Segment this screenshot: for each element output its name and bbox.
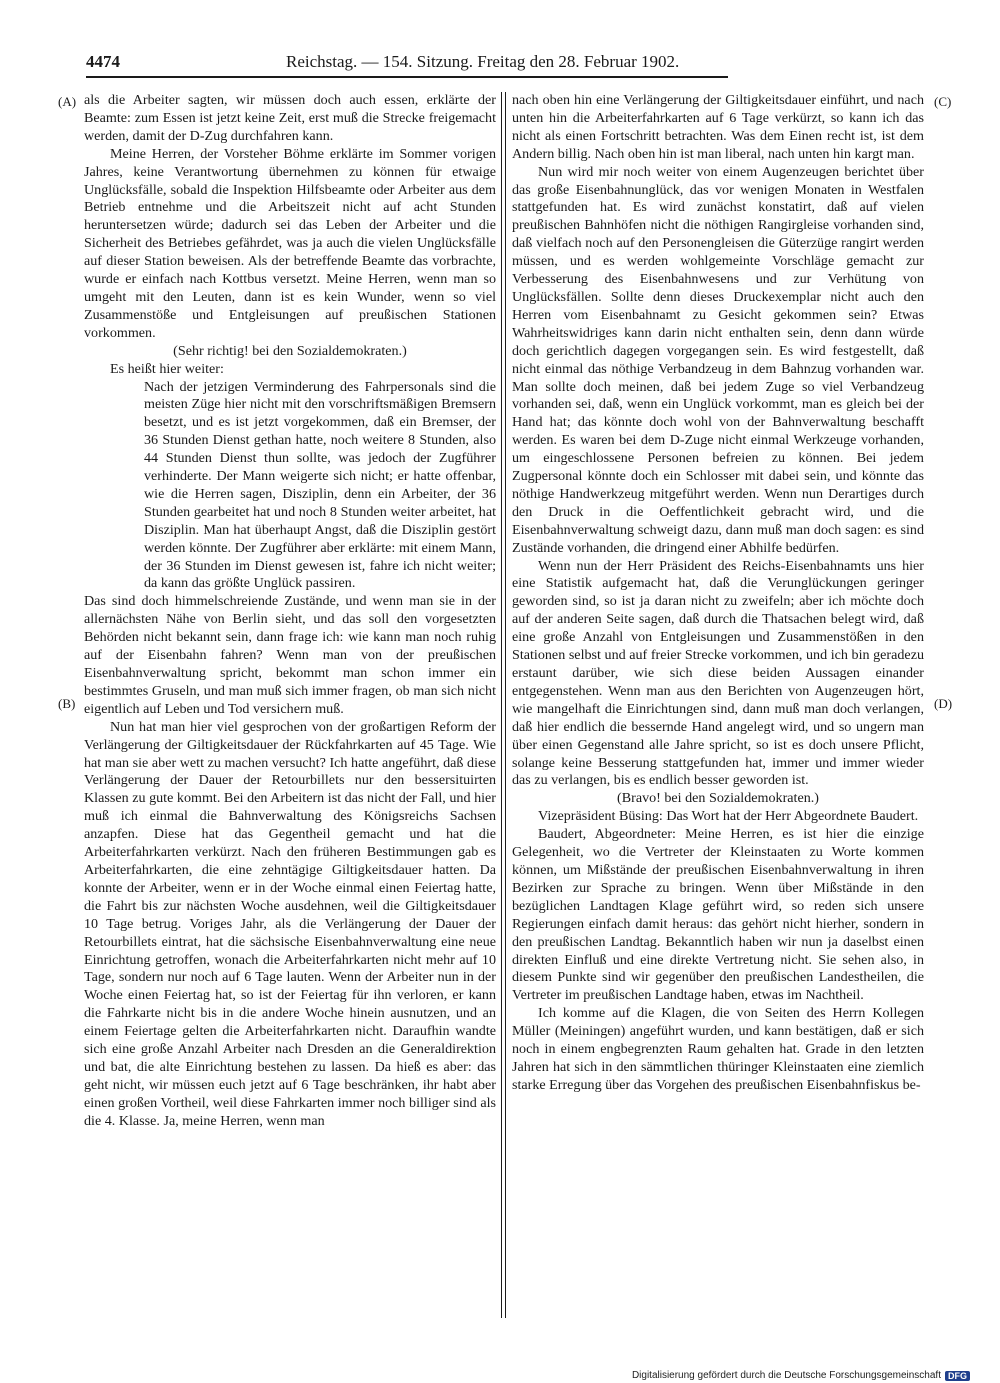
- margin-marker-c: (C): [934, 94, 952, 109]
- dfg-logo: DFG: [945, 1371, 970, 1381]
- footer-text: Digitalisierung gefördert durch die Deutsche Forschungsgemeinschaft: [631, 1370, 941, 1381]
- paragraph: als die Arbeiter sagten, wir müssen doch auch essen, erklärte der Beamte: zum Essen ist jetzt keine Zeit, erst muß die Strecke freigemacht werden, damit der D-Zug durchfahren kann.: [84, 92, 496, 144]
- page-number: 4474: [86, 52, 120, 71]
- interjection: (Bravo! bei den Sozialdemokraten.): [617, 790, 819, 807]
- paragraph: Ich komme auf die Klagen, die von Seiten des Herrn Kollegen Müller (Meiningen) angeführt wurden, und kann bestätigen, daß er sich noch in einem engbegrenzten Raum gehalten hat. Grade in den letzten Jahren hat sich in den sämmtlichen thüringer Kleinstaaten eine ziemlich starke Erregung über das Vorgehen des preußischen Eisenbahnfiskus be-: [512, 1005, 924, 1093]
- speaker-paragraph: Baudert, Abgeordneter: Meine Herren, es ist hier die einzige Gelegenheit, wo die Vertreter der Kleinstaaten zu Worte kommen können, um Mißstände der preußischen Eisenbahnverwaltung in ihren Bezirken zur Sprache zu bringen. Wenn über Mißstände in den bezüglichen Landtagen Klage geführt wird, so reden sich unsere Regierungen einfach damit heraus: das gehört nicht hierher, sondern in den preußischen Landtag. Bekanntlich haben wir nun ja daselbst einen direkten Einfluß und eine direkte Vertretung nicht. Sie sehen also, in diesem Punkte sind wir gegenüber den preußischen Landestheilen, die Vertreter im preußischen Landtage haben, etwas im Nachtheil.: [512, 826, 924, 1004]
- paragraph: Wenn nun der Herr Präsident des Reichs-Eisenbahnamts uns hier eine Statistik aufgemacht hat, daß die Verunglückungen geringer geworden sind, so ist ja daran nicht zu zweifeln; aber ich möchte doch auf der anderen Seite sagen, daß durch die Thatsachen belegt wird, daß eine große Anzahl von Entgleisungen und Zusammenstößen in den Stationen selbst und auf freier Strecke vorkommen, und ich bin geradezu erstaunt darüber, wie sich diese beiden Aussagen einander entgegenstehen. Wenn man aus den Berichten von Augenzeugen hört, wie mangelhaft die Einrichtungen sind, dann muß man doch verlangen, daß hier endlich die bessernde Hand angelegt wird, und so ungern man über einen Gegenstand alle Jahre spricht, so ist es doch unsere Pflicht, solange keine Besserung stattgefunden hat, immer und immer wieder das zu verlangen, bis es endlich besser geworden ist.: [512, 557, 924, 789]
- margin-marker-a: (A): [58, 94, 77, 109]
- paragraph: Das sind doch himmelschreiende Zustände, und wenn man sie in der allernächsten Nähe von Berlin sieht, und das soll den vorgesetzten Behörden nicht bekannt sein, dann frage ich: wie kann man noch ruhig auf der Eisenbahn fahren? Wenn man von der preußischen Eisenbahnverwaltung spricht, bekommt man schon immer ein bestimmtes Gruseln, und man muß sich immer fragen, ob man sich nicht eigentlich auf Leben und Tod versichern muß.: [84, 593, 496, 717]
- paragraph: nach oben hin eine Verlängerung der Giltigkeitsdauer einführt, und nach unten hin die Arbeiterfahrkarten auf 6 Tage verkürzt, so kann ich das nicht als einen Fortschritt betrachten. Was dem Einen recht ist, ist dem Andern billig. Nach oben hin ist man liberal, nach unten hin kargt man.: [512, 92, 924, 162]
- paragraph: Nun wird mir noch weiter von einem Augenzeugen berichtet über das große Eisenbahnunglück, das vor wenigen Monaten in Westfalen stattgefunden hat. Es wird zunächst konstatirt, daß auf vielen preußischen Bahnhöfen nicht die nöthigen Rangirgleise vorhanden sind, daß vielfach noch auf den Personengleisen die Güterzüge rangirt werden müssen, und es werden wohlgemeinte Vorschläge gemacht zur Verbesserung des Eisenbahnwesens und zur Verhütung von Unglücksfällen. Sollte denn dieses Druckexemplar nicht auch den Herren vom Eisenbahnamt zu Gesicht gekommen sein? Etwas Wahrheitswidriges kann darin nicht enthalten sein, denn dann würde doch gerichtlich dagegen vorgegangen sein. Es wird festgestellt, daß nicht einmal das nöthige Verbandzeug in dem Bahnzug vorhanden war. Man sollte doch meinen, daß bei jedem Zuge so viel Verbandzeug vorhanden sei, daß, wenn ein Unglück vorkommt, man es gleich bei der Hand hat; das könnte doch wohl von der Bahnverwaltung beschafft werden. Es waren bei dem D-Zuge nicht einmal Werkzeuge vorhanden, um eingeschlossene Personen befreien zu können. Bei jedem Zugpersonal könnte doch ein Schlosser mit dabei sein, und könnte das nöthige Handwerkzeug mitgeführt werden. Wenn nun Derartiges durch den Druck in die Oeffentlichkeit gebracht wird, und die Eisenbahnverwaltung schweigt dazu, dann muß man doch sagen: es sind Zustände vorhanden, die dringend einer Abhilfe bedürfen.: [512, 163, 924, 556]
- paragraph: Meine Herren, der Vorsteher Böhme erklärte im Sommer vorigen Jahres, keine Verantwortung übernehmen zu können für etwaige Unglücksfälle, sobald die Inspektion Hilfsbeamte oder Arbeiter aus dem Betrieb entnehme und die Arbeitszeit nicht auf acht Stunden heruntersetzen würde; dadurch sei das Leben der Arbeiter und die Sicherheit des Betriebes gefährdet, was ja auch die vielen Unglücksfälle auf dieser Station beweisen. Als der betreffende Beamte das vorbrachte, wurde er einfach nach Kottbus versetzt. Meine Herren, wenn man so umgeht mit den Leuten, dann ist es kein Wunder, wenn so viel Zusammenstöße und Entgleisungen auf preußischen Stationen vorkommen.: [84, 145, 496, 341]
- paragraph: Nun hat man hier viel gesprochen von der großartigen Reform der Verlängerung der Giltigkeitsdauer der Rückfahrkarten auf 45 Tage. Wie hat man sie aber wett zu machen versucht? Ich hatte angeführt, daß diese Verlängerung der Dauer der Retourbillets nur den bessersituirten Klassen zu gute kommt. Bei den Arbeitern ist das nicht der Fall, und hier muß ich einmal die Bahnverwaltung des Königsreichs Sachsen anzapfen. Diese hat das Gegentheil gemacht und hat die Arbeiterfahrkarten verkürzt. Nach den früheren Bestimmungen gab es Arbeiterfahrkarten, die eine zehntägige Giltigkeitsdauer hatten. Da konnte der Arbeiter, wenn er in der Woche einmal einen Feiertag hatte, die Fahrt bis zur nächsten Woche ausdehnen, weil die Giltigkeitsdauer 10 Tage betrug. Voriges Jahr, als die Verlängerung der Dauer der Retourbillets eintrat, hat die sächsische Eisenbahnverwaltung eine neue Einrichtung getroffen, wonach die Arbeiterfahrkarten nicht mehr auf 10 Tage, sondern nur noch auf 6 Tage lauten. Wenn der Arbeiter nun in der Woche einen Feiertag hat, so ist der Feiertag für ihn verloren, er kann die Fahrkarte nicht bis in die andere Woche hinein ausnutzen, und an einem Feiertage gelten die Arbeiterfahrkarten nicht. Daraufhin wandte sich eine große Anzahl Arbeiter nach Dresden an die Generaldirektion und bat, die alte Einrichtung bestehen zu lassen. Da hieß es aber: das geht nicht, wir müssen euch jetzt auf 6 Tage beschränken, ihr habt aber einen großen Vortheil, weil diese Fahrkarten immer noch billiger sind als die 4. Klasse. Ja, meine Herren, wenn man: [84, 718, 496, 1129]
- margin-marker-b: (B): [58, 696, 76, 711]
- interjection: (Sehr richtig! bei den Sozialdemokraten.): [173, 342, 407, 359]
- left-column: [84, 92, 496, 1131]
- speaker-paragraph: Vizepräsident Büsing: Das Wort hat der Herr Abgeordnete Baudert.: [538, 808, 919, 825]
- right-column: [512, 92, 924, 1095]
- margin-marker-d: (D): [934, 696, 953, 711]
- footer-credit: [632, 1370, 970, 1381]
- quotation: Nach der jetzigen Verminderung des Fahrpersonals sind die meisten Züge hier nicht mit den vorschriftsmäßigen Bremsern besetzt, und es ist jetzt vorgekommen, daß ein Bremser, der 36 Stunden Dienst gethan hatte, noch weitere 8 Stunden, also 44 Stunden Dienst thun sollte, was jedoch der Zugführer verhinderte. Der Mann weigerte sich nicht; er hatte offenbar, wie die Herren sagen, Disziplin, denn ein Arbeiter, der 36 Stunden gearbeitet hat und noch 8 Stunden weiter arbeitet, hat Disziplin. Man hat überhaupt Angst, daß die Disziplin gestört werden könnte. Der Zugführer aber erklärte: mit einem Mann, der 36 Stunden im Dienst gewesen ist, fahre ich nicht weiter; da kann das größte Unglück passiren.: [144, 378, 496, 592]
- running-header: [86, 46, 728, 78]
- header-rule: [86, 76, 728, 78]
- column-divider: [501, 92, 506, 1318]
- running-title: Reichstag. — 154. Sitzung. Freitag den 28. Februar 1902.: [286, 52, 680, 71]
- paragraph: Es heißt hier weiter:: [110, 360, 224, 377]
